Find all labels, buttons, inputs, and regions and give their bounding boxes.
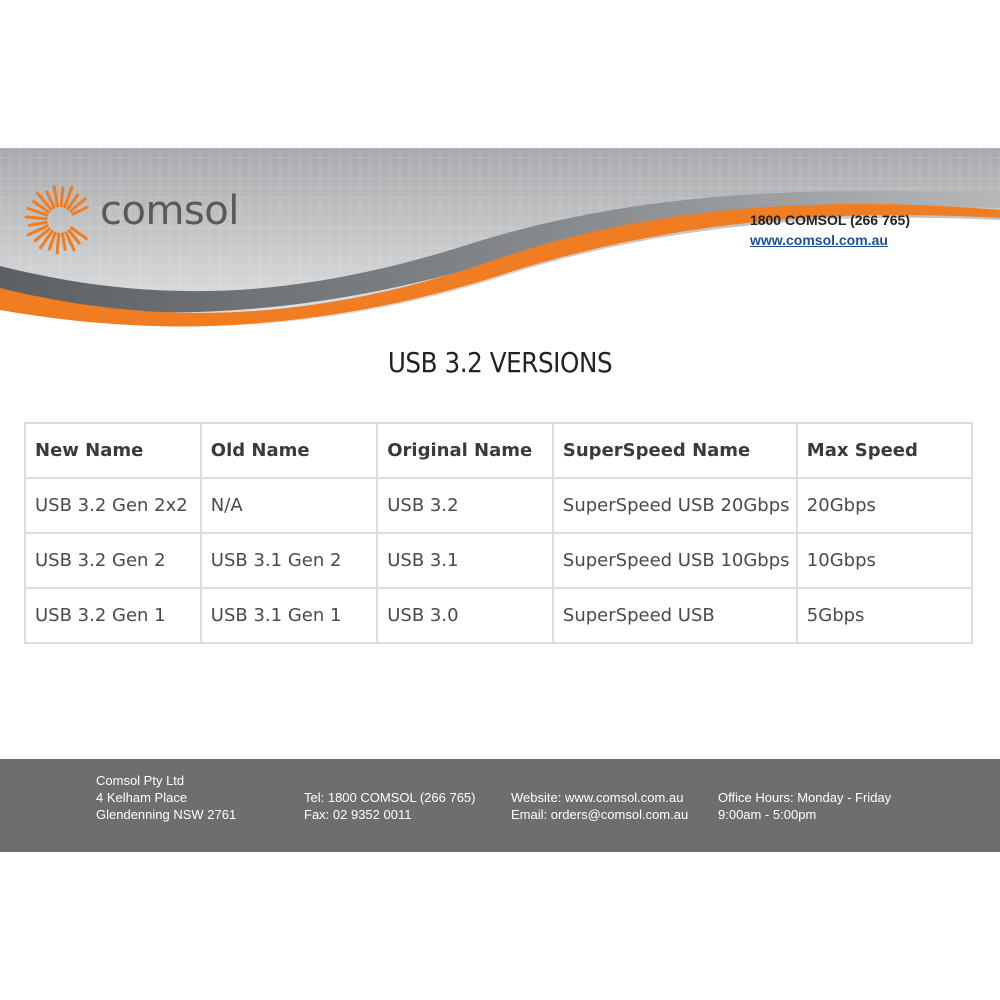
table-cell: USB 3.2 Gen 2x2 (25, 478, 201, 533)
header-new-name: New Name (25, 423, 201, 478)
table-cell: USB 3.1 Gen 1 (201, 588, 377, 643)
table-cell: USB 3.0 (377, 588, 553, 643)
table-row (25, 478, 972, 533)
table-cell: USB 3.2 Gen 1 (25, 588, 201, 643)
table-cell: USB 3.2 (377, 478, 553, 533)
table-cell: 20Gbps (797, 478, 972, 533)
document-sheet (0, 148, 1000, 852)
table-cell: 5Gbps (797, 588, 972, 643)
usb-versions-table (24, 422, 973, 644)
table-cell: SuperSpeed USB (553, 588, 797, 643)
header-phone: 1800 COMSOL (266 765) (749, 212, 910, 228)
header-website-link[interactable]: www.comsol.com.au (749, 232, 888, 248)
footer-company: Comsol Pty Ltd (96, 773, 185, 788)
table-cell: USB 3.1 (377, 533, 553, 588)
comsol-logo[interactable] (20, 180, 260, 260)
table-cell: SuperSpeed USB 20Gbps (553, 478, 797, 533)
table-row (25, 533, 972, 588)
footer-hours-days: Office Hours: Monday - Friday (718, 790, 892, 805)
table-cell: USB 3.1 Gen 2 (201, 533, 377, 588)
header-old-name: Old Name (201, 423, 377, 478)
table-header-row (25, 423, 972, 478)
table-row (25, 588, 972, 643)
header-banner (0, 148, 1000, 338)
header-superspeed-name: SuperSpeed Name (553, 423, 797, 478)
page-title: USB 3.2 VERSIONS (387, 346, 613, 379)
table-cell: 10Gbps (797, 533, 972, 588)
footer-address (96, 772, 236, 823)
header-max-speed: Max Speed (797, 423, 972, 478)
sunburst-logo-icon (20, 180, 100, 260)
footer-tel: Tel: 1800 COMSOL (266 765) (304, 790, 476, 805)
footer-suburb: Glendenning NSW 2761 (96, 807, 237, 822)
footer-fax: Fax: 02 9352 0011 (304, 807, 412, 822)
header-contact (750, 212, 910, 248)
header-original-name: Original Name (377, 423, 553, 478)
table-cell: SuperSpeed USB 10Gbps (553, 533, 797, 588)
footer-street: 4 Kelham Place (96, 790, 188, 805)
footer-hours-times: 9:00am - 5:00pm (718, 807, 817, 822)
footer-hours-block (718, 789, 891, 823)
table-cell: N/A (201, 478, 377, 533)
footer-website[interactable]: Website: www.comsol.com.au (511, 790, 684, 805)
footer-web-block (511, 789, 688, 823)
footer-email[interactable]: Email: orders@comsol.com.au (511, 807, 689, 822)
brand-name: comsol (100, 188, 239, 234)
table-cell: USB 3.2 Gen 2 (25, 533, 201, 588)
footer (0, 759, 1000, 852)
footer-phone-block (304, 789, 476, 823)
